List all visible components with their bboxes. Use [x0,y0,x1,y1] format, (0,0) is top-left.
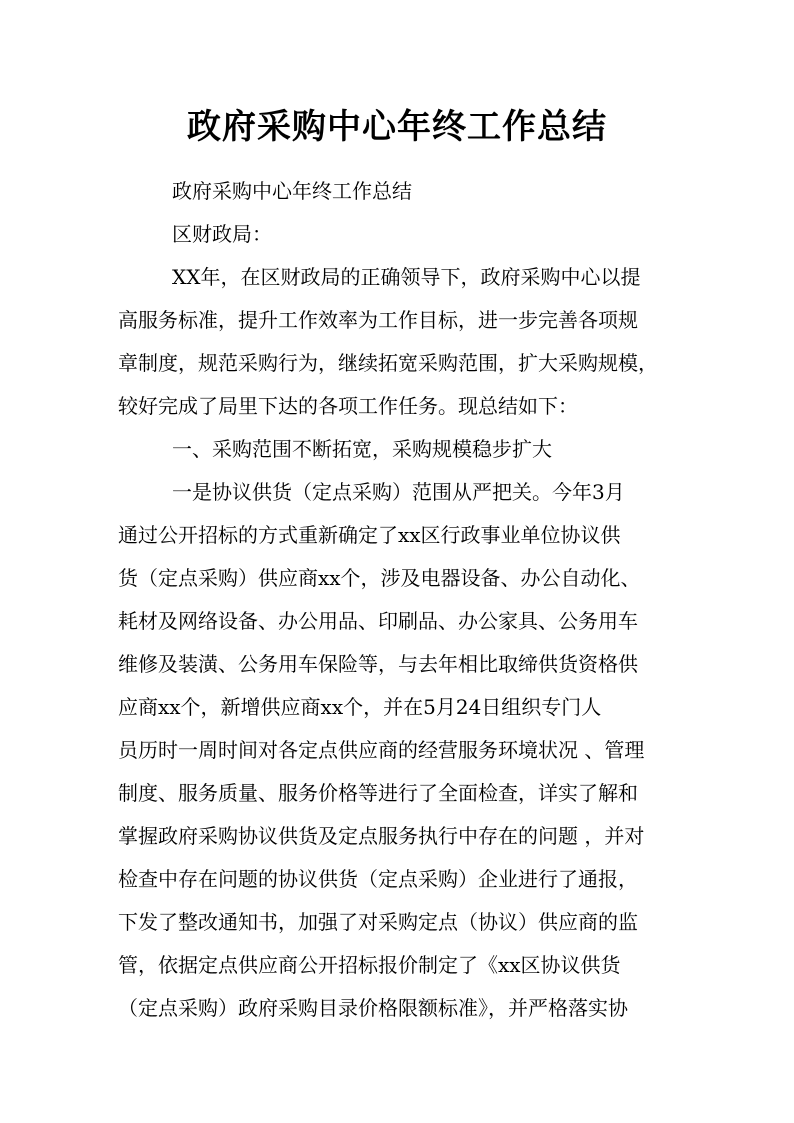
body-line: 员历时一周时间对各定点供应商的经营服务环境状况 、管理 [118,738,645,762]
body-line: 耗材及网络设备、办公用品、印刷品、办公家具、公务用车 [118,609,638,633]
body-line: 章制度，规范采购行为，继续拓宽采购范围，扩大采购规模， [118,351,658,375]
body-line: 货（定点采购）供应商xx个，涉及电器设备、办公自动化、 [118,566,641,590]
body-line: 较好完成了局里下达的各项工作任务。现总结如下： [118,394,578,418]
body-line: 一是协议供货（定点采购）范围从严把关。今年3月 [172,480,625,504]
body-line: 高服务标准，提升工作效率为工作目标，进一步完善各项规 [118,308,638,332]
document-title: 政府采购中心年终工作总结 [187,107,607,147]
body-line: （定点采购）政府采购目录价格限额标准》，并严格落实协 [118,996,628,1020]
body-line: 维修及装潢、公务用车保险等，与去年相比取缔供货资格供 [118,652,638,676]
body-line: XX年，在区财政局的正确领导下，政府采购中心以提 [172,265,641,289]
subtitle-line: 政府采购中心年终工作总结 [172,179,412,203]
body-line: 通过公开招标的方式重新确定了xx区行政事业单位协议供 [118,523,621,547]
body-line: 应商xx个，新增供应商xx个，并在5月24日组织专门人 [118,695,602,719]
body-line: 检查中存在问题的协议供货（定点采购）企业进行了通报， [118,867,638,891]
salutation-line: 区财政局： [172,222,272,246]
body-line: 下发了整改通知书，加强了对采购定点（协议）供应商的监 [118,910,638,934]
body-line: 制度、服务质量、服务价格等进行了全面检查，详实了解和 [118,781,638,805]
body-line: 管，依据定点供应商公开招标报价制定了《xx区协议供货 [118,953,621,977]
section-heading: 一、采购范围不断拓宽，采购规模稳步扩大 [172,437,552,461]
body-line: 掌握政府采购协议供货及定点服务执行中存在的问题 ，并对 [118,824,645,848]
